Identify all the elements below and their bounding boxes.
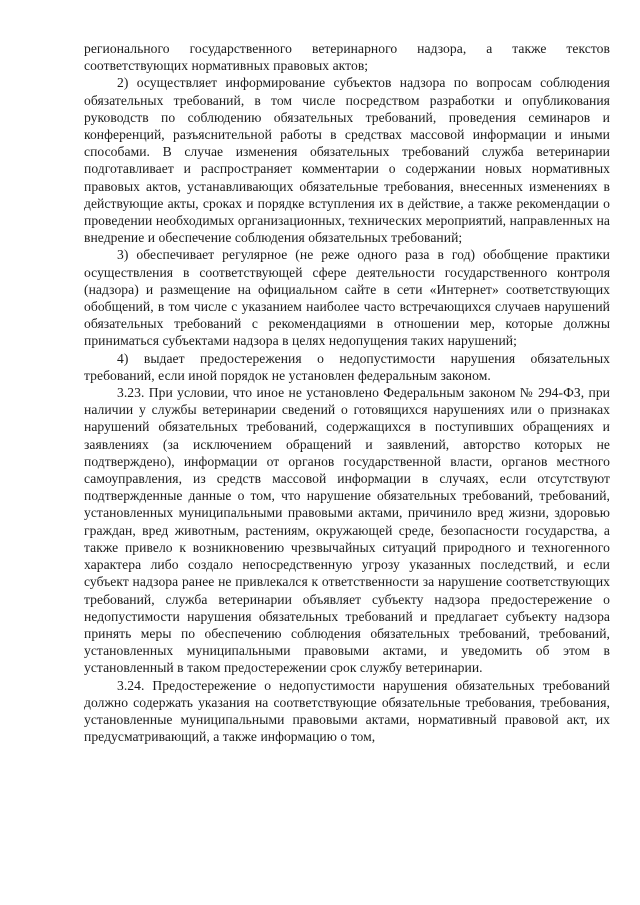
paragraph-clause-3-23: 3.23. При условии, что иное не установлено Федеральным законом № 294-ФЗ, при наличии у службы ветеринарии сведений о готовящихся нарушениях или о признаках нарушений обязательных требований, содержащихся в поступивших обращениях и заявлениях (за исключением обращений и заявлений, авторство которых не подтверждено), информации от органов государственной власти, органов местного самоуправления, из средств массовой информации в случаях, если отсутствуют подтвержденные данные о том, что нарушение обязательных требований, требований, установленных муниципальными правовыми актами, причинило вред жизни, здоровью граждан, вред животным, растениям, окружающей среде, безопасности государства, а также привело к возникновению чрезвычайных ситуаций природного и техногенного характера либо создало непосредственную угрозу указанных последствий, и если субъект надзора ранее не привлекался к ответственности за нарушение соответствующих требований, служба ветеринарии объявляет субъекту надзора предостережение о недопустимости нарушения обязательных требований и предлагает субъекту надзора принять меры по обеспечению соблюдения обязательных требований, требований, установленных муниципальными правовыми актами, и уведомить об этом в установленный в таком предостережении срок службу ветеринарии. bbox=[84, 385, 610, 676]
paragraph-continuation: регионального государственного ветеринарного надзора, а также текстов соответствующих нормативных правовых актов; bbox=[84, 41, 610, 74]
paragraph-item-4: 4) выдает предостережения о недопустимости нарушения обязательных требований, если иной порядок не установлен федеральным законом. bbox=[84, 350, 610, 383]
paragraph-item-3: 3) обеспечивает регулярное (не реже одного раза в год) обобщение практики осуществления в соответствующей сфере деятельности государственного контроля (надзора) и размещение на официальном сайте в сети «Интернет» соответствующих обобщений, в том числе с указанием наиболее часто встречающихся случаев нарушений обязательных требований с рекомендациями в отношении мер, которые должны приниматься субъектами надзора в целях недопущения таких нарушений; bbox=[84, 247, 610, 349]
paragraph-item-2: 2) осуществляет информирование субъектов надзора по вопросам соблюдения обязательных требований, в том числе посредством разработки и опубликования руководств по соблюдению обязательных требований, проведения семинаров и конференций, разъяснительной работы в средствах массовой информации и иными способами. В случае изменения обязательных требований служба ветеринарии подготавливает и распространяет комментарии о содержании новых нормативных правовых актов, устанавливающих обязательные требования, внесенных изменениях в действующие акты, сроках и порядке вступления их в действие, а также рекомендации о проведении необходимых организационных, технических мероприятий, направленных на внедрение и обеспечение соблюдения обязательных требований; bbox=[84, 75, 610, 246]
paragraph-clause-3-24: 3.24. Предостережение о недопустимости нарушения обязательных требований должно содержать указания на соответствующие обязательные требования, требования, установленные муниципальными правовыми актами, нормативный правовой акт, их предусматривающий, а также информацию о том, bbox=[84, 677, 610, 745]
document-body bbox=[84, 40, 610, 745]
